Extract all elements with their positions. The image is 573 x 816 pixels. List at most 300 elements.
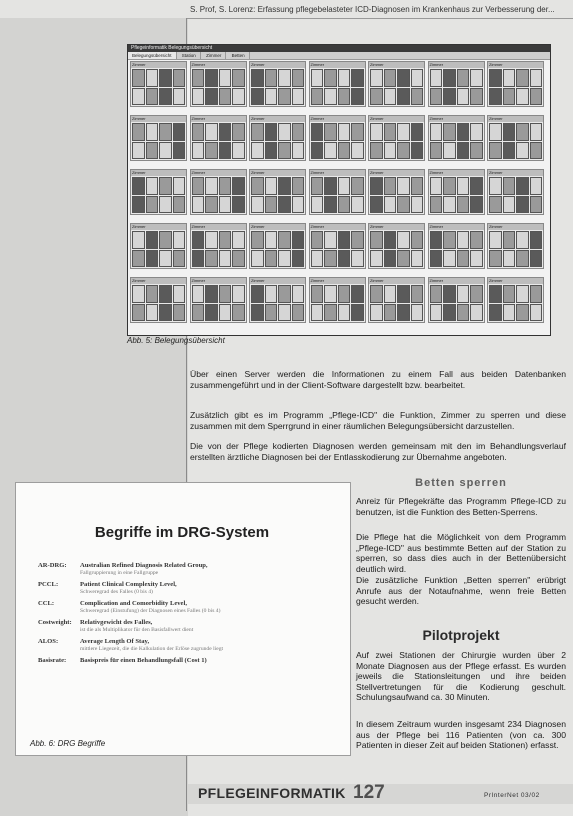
room-cell [428,223,485,269]
bed-icon [370,142,383,160]
bed-group [369,122,424,160]
bed-icon [489,177,502,195]
drg-definition-main: Australian Refined Diagnosis Related Group, [80,562,208,569]
bed-icon [192,304,205,322]
bed-group [488,284,543,322]
room-header: Zimmer [369,278,424,284]
room-header: Zimmer [429,62,484,68]
bed-icon [503,177,516,195]
bed-icon [278,231,291,249]
bed-icon [370,231,383,249]
room-header: Zimmer [250,62,305,68]
bed-icon [192,177,205,195]
room-cell [190,223,247,269]
bed-icon [351,231,364,249]
drg-definition [80,562,333,577]
bed-icon [265,231,278,249]
screenshot-titlebar: Pflegeinformatik Belegungsübersicht [128,45,550,52]
bed-group [429,176,484,214]
bed-icon [146,285,159,303]
bed-icon [205,123,218,141]
drg-definition-sub: mittlere Liegezeit, die die Kalkulation der Erlöse zugrunde liegt [80,646,224,652]
room-cell [428,61,485,107]
room-header: Zimmer [191,170,246,176]
bed-icon [397,142,410,160]
bed-icon [146,250,159,268]
room-cell [487,61,544,107]
bed-icon [503,142,516,160]
page-number: 127 [353,782,385,803]
bed-icon [192,231,205,249]
bed-icon [278,285,291,303]
bed-icon [311,250,324,268]
bed-icon [430,231,443,249]
bed-icon [219,304,232,322]
bed-icon [324,304,337,322]
bed-icon [146,142,159,160]
screenshot-tab: Belegungsübersicht [128,52,177,59]
room-header: Zimmer [429,170,484,176]
screenshot-tab: Station [178,52,201,59]
bed-icon [397,304,410,322]
bed-icon [132,69,145,87]
bed-icon [146,123,159,141]
room-cell [368,115,425,161]
bed-group [429,122,484,160]
bed-icon [351,177,364,195]
bed-icon [430,142,443,160]
bed-icon [411,142,424,160]
bed-icon [338,196,351,214]
bed-group [250,68,305,106]
bed-group [488,176,543,214]
bed-icon [205,196,218,214]
bed-icon [265,196,278,214]
bed-icon [292,285,305,303]
bed-icon [159,88,172,106]
bed-icon [411,196,424,214]
bed-icon [232,177,245,195]
bed-icon [470,304,483,322]
bed-group [250,230,305,268]
room-header: Zimmer [488,116,543,122]
bed-group [310,176,365,214]
bed-group [369,68,424,106]
room-cell [487,169,544,215]
bed-icon [470,196,483,214]
bed-icon [146,231,159,249]
bed-icon [489,250,502,268]
bed-icon [232,250,245,268]
room-cell [487,115,544,161]
bed-group [250,122,305,160]
bed-icon [443,88,456,106]
room-cell [368,223,425,269]
room-cell [249,169,306,215]
room-cell [428,277,485,323]
bed-icon [516,69,529,87]
bed-icon [516,285,529,303]
bed-icon [324,285,337,303]
bed-icon [292,231,305,249]
bed-icon [430,250,443,268]
room-cell [428,169,485,215]
bed-icon [324,250,337,268]
bed-icon [219,231,232,249]
drg-term-list [38,562,333,669]
bed-icon [397,250,410,268]
bed-icon [530,142,543,160]
bed-icon [443,196,456,214]
bed-icon [219,142,232,160]
bed-icon [251,231,264,249]
bed-icon [311,304,324,322]
bed-icon [311,196,324,214]
bed-group [310,122,365,160]
bed-icon [205,285,218,303]
bed-icon [503,304,516,322]
paragraph-betten-1: Anreiz für Pflegekräfte das Programm Pflege-ICD zu benutzen, ist die Funktion des Betten-Sperrens. [356,496,566,517]
room-cell [130,277,187,323]
room-header: Zimmer [488,62,543,68]
room-header: Zimmer [310,170,365,176]
room-cell [190,169,247,215]
bed-icon [457,285,470,303]
room-header: Zimmer [250,116,305,122]
drg-definition-sub: Schweregrad (Einstufung) der Diagnosen eines Falles (0 bis 4) [80,608,221,614]
paragraph-pilot-2: In diesem Zeitraum wurden insgesamt 234 Diagnosen aus der Pflege bei 116 Patienten (von ca. 300 Patienten in dieser Zeit auf beiden Stationen) erfasst. [356,719,566,751]
bed-icon [311,177,324,195]
bed-icon [516,88,529,106]
bed-icon [443,304,456,322]
bed-icon [443,142,456,160]
bed-icon [516,123,529,141]
bed-icon [159,250,172,268]
bed-icon [489,88,502,106]
bed-group [131,122,186,160]
bed-icon [470,177,483,195]
bed-icon [173,88,186,106]
room-cell [368,277,425,323]
bed-icon [232,69,245,87]
room-header: Zimmer [369,170,424,176]
bed-icon [338,285,351,303]
drg-term: CCL: [38,600,55,607]
bed-icon [159,304,172,322]
bed-icon [351,196,364,214]
room-cell [309,61,366,107]
room-header: Zimmer [191,62,246,68]
bed-icon [132,123,145,141]
bed-icon [251,304,264,322]
bed-group [250,176,305,214]
bed-icon [443,250,456,268]
room-header: Zimmer [369,116,424,122]
bed-icon [489,69,502,87]
bed-icon [132,177,145,195]
bed-icon [489,231,502,249]
bed-icon [503,250,516,268]
bed-group [429,284,484,322]
bed-icon [219,88,232,106]
drg-term-row [38,600,333,615]
bed-icon [278,69,291,87]
room-header: Zimmer [310,116,365,122]
bed-icon [384,304,397,322]
bed-icon [430,196,443,214]
bed-icon [311,285,324,303]
bed-icon [530,231,543,249]
room-cell [190,277,247,323]
room-cell [487,277,544,323]
bed-icon [489,304,502,322]
bed-icon [173,196,186,214]
room-cell [487,223,544,269]
room-header: Zimmer [488,224,543,230]
room-cell [249,115,306,161]
bed-icon [457,69,470,87]
drg-definition-sub: ist die als Multiplikator für den Basisfallwert dient [80,627,194,633]
bed-icon [173,250,186,268]
room-header: Zimmer [191,116,246,122]
bed-icon [489,142,502,160]
bed-icon [489,285,502,303]
bed-icon [503,88,516,106]
bed-icon [370,123,383,141]
bed-icon [146,88,159,106]
bed-icon [205,177,218,195]
bed-icon [351,69,364,87]
bed-icon [251,142,264,160]
running-head: S. Prof, S. Lorenz: Erfassung pflegebelasteter ICD-Diagnosen im Krankenhaus zur Verbesserung der... [190,5,555,14]
bed-icon [251,69,264,87]
bed-icon [232,285,245,303]
top-rule [186,18,573,19]
bed-icon [503,285,516,303]
bed-icon [292,69,305,87]
drg-term-row [38,657,333,665]
bed-icon [430,88,443,106]
bed-icon [530,304,543,322]
bed-group [191,230,246,268]
bed-icon [457,250,470,268]
drg-term: Basisrate: [38,657,67,664]
bed-group [429,230,484,268]
drg-term-row [38,619,333,634]
bed-icon [411,88,424,106]
bed-icon [370,304,383,322]
bed-icon [338,250,351,268]
bed-icon [370,250,383,268]
bed-icon [338,88,351,106]
room-grid [130,61,548,333]
bed-icon [192,142,205,160]
bed-icon [411,69,424,87]
bed-icon [232,304,245,322]
drg-definition-main: Complication and Comorbidity Level, [80,600,187,607]
bed-icon [292,304,305,322]
bed-icon [370,69,383,87]
bed-icon [397,123,410,141]
bed-group [310,284,365,322]
bed-icon [159,123,172,141]
bed-icon [292,250,305,268]
bed-icon [384,123,397,141]
footer-issue: PrInterNet 03/02 [484,792,540,799]
bed-icon [443,177,456,195]
drg-term-row [38,638,333,653]
bed-icon [338,123,351,141]
bed-icon [205,88,218,106]
figure6-caption: Abb. 6: DRG Begriffe [30,739,106,748]
room-cell [309,169,366,215]
room-cell [249,277,306,323]
bed-icon [278,250,291,268]
bed-icon [219,285,232,303]
bed-icon [516,142,529,160]
bed-icon [159,177,172,195]
room-header: Zimmer [191,278,246,284]
bed-icon [192,88,205,106]
figure5-caption: Abb. 5: Belegungsübersicht [127,336,225,345]
bed-icon [324,88,337,106]
bed-icon [205,69,218,87]
bed-icon [192,285,205,303]
bed-icon [173,123,186,141]
bed-icon [173,142,186,160]
bed-icon [251,88,264,106]
bed-icon [338,177,351,195]
bed-icon [384,196,397,214]
footer-brand: PFLEGEINFORMATIK [198,785,346,801]
bed-group [369,176,424,214]
bed-icon [232,231,245,249]
bed-group [131,68,186,106]
bed-icon [292,123,305,141]
bed-icon [324,196,337,214]
bed-icon [132,142,145,160]
room-header: Zimmer [191,224,246,230]
drg-definition-sub: Schweregrad des Falles (0 bis 4) [80,589,153,595]
bed-icon [411,285,424,303]
bed-icon [470,123,483,141]
bed-group [488,122,543,160]
bed-icon [457,177,470,195]
bed-icon [489,196,502,214]
bed-icon [516,231,529,249]
room-header: Zimmer [429,116,484,122]
bed-icon [470,231,483,249]
bed-icon [324,177,337,195]
room-cell [130,115,187,161]
room-header: Zimmer [131,116,186,122]
bed-icon [173,69,186,87]
room-cell [249,61,306,107]
bed-icon [324,69,337,87]
room-header: Zimmer [488,170,543,176]
bed-icon [292,177,305,195]
bed-icon [159,69,172,87]
bed-icon [503,196,516,214]
bed-icon [443,231,456,249]
drg-term: AR-DRG: [38,562,67,569]
paragraph-betten-2: Die Pflege hat die Möglichkeit von dem Programm „Pflege-ICD" aus bestimmte Betten auf der Station zu sperren, so dass dies auch in der Bettenübersicht deutlich wird. [356,532,566,574]
bed-group [488,68,543,106]
room-cell [368,61,425,107]
drg-box-title: Begriffe im DRG-System [94,524,270,541]
bed-icon [192,123,205,141]
room-header: Zimmer [250,278,305,284]
bed-icon [411,250,424,268]
room-header: Zimmer [369,62,424,68]
bed-group [250,284,305,322]
bed-icon [370,88,383,106]
bed-icon [251,177,264,195]
bed-icon [370,285,383,303]
bed-icon [384,142,397,160]
bed-icon [530,250,543,268]
heading-betten-sperren: Betten sperren [415,477,507,489]
paragraph-server: Über einen Server werden die Informationen zu einem Fall aus beiden Datenbanken zusammengeführt und in der Client-Software dargestellt bzw. bearbeitet. [190,369,566,390]
bed-icon [278,196,291,214]
bed-icon [370,196,383,214]
drg-definition [80,581,333,596]
bed-icon [351,88,364,106]
bed-icon [292,142,305,160]
room-cell [190,115,247,161]
bed-icon [470,250,483,268]
room-cell [130,61,187,107]
bed-icon [457,304,470,322]
room-header: Zimmer [131,224,186,230]
bed-group [310,68,365,106]
room-cell [130,223,187,269]
bed-icon [265,88,278,106]
bed-icon [470,69,483,87]
drg-definition-main: Relativgewicht des Falles, [80,619,153,626]
drg-definition-sub: Fallgruppierung in eine Fallgruppe [80,570,159,576]
bed-icon [503,231,516,249]
drg-term: ALOS: [38,638,59,645]
bed-icon [338,142,351,160]
bed-icon [397,285,410,303]
bed-icon [397,196,410,214]
bed-icon [205,250,218,268]
bed-icon [311,231,324,249]
drg-definition [80,619,333,634]
bed-icon [503,69,516,87]
bed-icon [311,123,324,141]
bed-icon [159,231,172,249]
bed-icon [384,285,397,303]
bed-icon [443,123,456,141]
bed-icon [132,304,145,322]
drg-definition [80,600,333,615]
belegung-screenshot [127,44,551,336]
bed-icon [503,123,516,141]
bed-icon [146,177,159,195]
bed-icon [251,123,264,141]
bed-icon [384,231,397,249]
bed-icon [265,142,278,160]
bed-icon [265,123,278,141]
bed-group [131,284,186,322]
bed-icon [397,88,410,106]
bed-group [191,68,246,106]
drg-definition [80,657,333,665]
bed-icon [192,250,205,268]
bed-icon [457,231,470,249]
